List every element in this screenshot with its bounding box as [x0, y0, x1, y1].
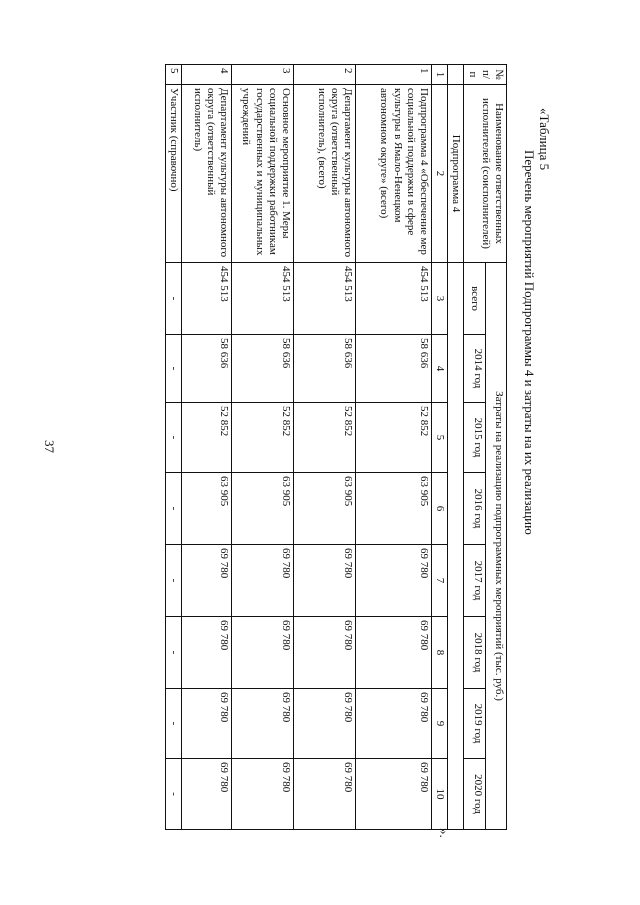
row-value-2017: - — [165, 545, 181, 617]
row-value-2018: 69 780 — [294, 617, 356, 689]
row-total: 454 513 — [294, 263, 356, 335]
row-value-2019: 69 780 — [182, 689, 232, 759]
header-year-2019: 2019 год — [464, 689, 485, 759]
row-num: 5 — [165, 65, 181, 85]
row-num: 3 — [232, 65, 294, 85]
row-value-2018: 69 780 — [182, 617, 232, 689]
row-value-2016: 63 905 — [182, 473, 232, 545]
header-costs: Затраты на реализацию подпрограммных мероприятий (тыс. руб.) — [485, 263, 506, 830]
column-number: 5 — [432, 403, 448, 473]
header-year-2020: 2020 год — [464, 759, 485, 830]
table-row — [232, 65, 294, 830]
column-number: 9 — [432, 689, 448, 759]
row-value-2016: 63 905 — [232, 473, 294, 545]
subprogram-row — [448, 65, 464, 830]
row-value-2018: - — [165, 617, 181, 689]
row-value-2015: 52 852 — [294, 403, 356, 473]
row-total: 454 513 — [182, 263, 232, 335]
row-value-2020: 69 780 — [182, 759, 232, 830]
row-name: Участник (справочно) — [165, 85, 181, 263]
row-name: Подпрограмма 4 «Обеспечение мер социальной поддержки в сфере культуры в Ямало-Ненецком автономном округе» (всего) — [356, 85, 432, 263]
row-num: 1 — [356, 65, 432, 85]
row-num: 2 — [294, 65, 356, 85]
row-value-2019: 69 780 — [232, 689, 294, 759]
header-row-1 — [485, 65, 506, 830]
row-total: 454 513 — [356, 263, 432, 335]
header-year-2017: 2017 год — [464, 545, 485, 617]
subprogram-row-empty — [448, 263, 464, 830]
row-value-2020: 69 780 — [294, 759, 356, 830]
header-total: всего — [464, 263, 485, 335]
row-value-2018: 69 780 — [356, 617, 432, 689]
column-number: 6 — [432, 473, 448, 545]
row-value-2014: 58 636 — [232, 335, 294, 403]
header-year-2016: 2016 год — [464, 473, 485, 545]
row-name: Основное мероприятие 1. Меры социальной поддержки работникам государственных и муниципальных учреждений — [232, 85, 294, 263]
row-value-2020: - — [165, 759, 181, 830]
row-value-2017: 69 780 — [294, 545, 356, 617]
row-value-2014: 58 636 — [356, 335, 432, 403]
row-value-2014: 58 636 — [294, 335, 356, 403]
column-number: 10 — [432, 759, 448, 830]
column-number: 3 — [432, 263, 448, 335]
row-name: Департамент культуры автономного округа (ответственный исполнитель) — [182, 85, 232, 263]
row-value-2019: 69 780 — [294, 689, 356, 759]
closing-quote-mark: ». — [437, 828, 452, 838]
row-value-2015: 52 852 — [232, 403, 294, 473]
row-value-2016: 63 905 — [294, 473, 356, 545]
row-value-2015: 52 852 — [356, 403, 432, 473]
column-number: 1 — [432, 65, 448, 85]
row-value-2017: 69 780 — [182, 545, 232, 617]
row-value-2015: - — [165, 403, 181, 473]
table-label: «Таблица 5 — [537, 108, 552, 171]
subprogram-row-label: Подпрограмма 4 — [448, 85, 464, 263]
header-year-2015: 2015 год — [464, 403, 485, 473]
header-num: № п/п — [464, 65, 507, 85]
row-total: 454 513 — [232, 263, 294, 335]
costs-table — [165, 64, 507, 830]
table-row — [294, 65, 356, 830]
row-value-2019: - — [165, 689, 181, 759]
column-number: 4 — [432, 335, 448, 403]
row-value-2018: 69 780 — [232, 617, 294, 689]
row-value-2014: 58 636 — [182, 335, 232, 403]
table-row — [356, 65, 432, 830]
column-numbers-row — [432, 65, 448, 830]
header-year-2018: 2018 год — [464, 617, 485, 689]
row-value-2016: 63 905 — [356, 473, 432, 545]
table-row — [182, 65, 232, 830]
row-value-2019: 69 780 — [356, 689, 432, 759]
row-value-2020: 69 780 — [232, 759, 294, 830]
table-title: Перечень мероприятий Подпрограммы 4 и затраты на их реализацию — [522, 150, 537, 535]
column-number: 7 — [432, 545, 448, 617]
table-row — [165, 65, 181, 830]
page-number: 37 — [42, 440, 57, 453]
row-total: - — [165, 263, 181, 335]
row-value-2017: 69 780 — [232, 545, 294, 617]
header-name: Наименование ответственных исполнителей (соисполнителей) — [464, 85, 507, 263]
row-num: 4 — [182, 65, 232, 85]
row-value-2014: - — [165, 335, 181, 403]
subprogram-row-num — [448, 65, 464, 85]
row-value-2015: 52 852 — [182, 403, 232, 473]
header-year-2014: 2014 год — [464, 335, 485, 403]
row-value-2017: 69 780 — [356, 545, 432, 617]
column-number: 2 — [432, 85, 448, 263]
column-number: 8 — [432, 617, 448, 689]
row-value-2016: - — [165, 473, 181, 545]
row-value-2020: 69 780 — [356, 759, 432, 830]
row-name: Департамент культуры автономного округа (ответственный исполнитель), (всего) — [294, 85, 356, 263]
